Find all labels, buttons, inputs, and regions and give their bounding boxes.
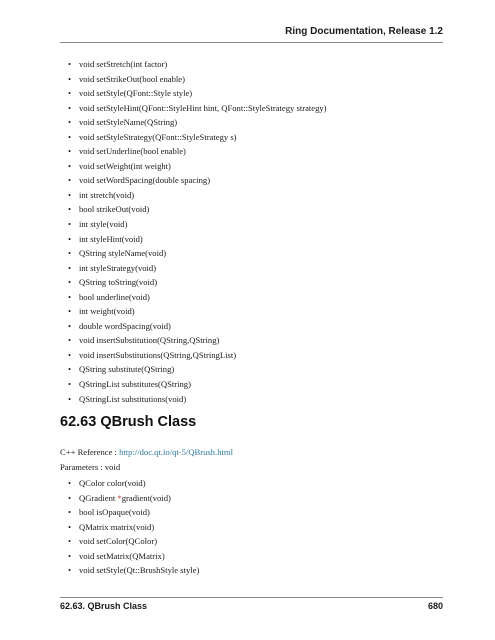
bullet-icon: • bbox=[68, 320, 72, 331]
header-rule bbox=[60, 42, 443, 43]
page-number: 680 bbox=[427, 601, 443, 611]
bullet-icon: • bbox=[68, 248, 72, 259]
bullet-icon: • bbox=[68, 507, 72, 518]
bullet-icon: • bbox=[68, 393, 72, 404]
bullet-icon: • bbox=[68, 364, 72, 375]
bullet-icon: • bbox=[68, 478, 72, 488]
section-heading: 62.63 QBrush Class bbox=[60, 414, 197, 430]
bullet-icon: • bbox=[68, 219, 72, 230]
bullet-icon: • bbox=[68, 146, 72, 157]
bullet-icon: • bbox=[68, 335, 72, 346]
bullet-icon: • bbox=[68, 277, 72, 288]
bullet-icon: • bbox=[68, 131, 72, 142]
page-header-title: Ring Documentation, Release 1.2 bbox=[285, 26, 443, 37]
bullet-icon: • bbox=[68, 233, 72, 244]
bullet-icon: • bbox=[68, 175, 72, 186]
reference-link[interactable]: http://doc.qt.io/qt-5/QBrush.html bbox=[119, 447, 233, 457]
bullet-icon: • bbox=[68, 565, 72, 576]
method-return-type: QGradient bbox=[79, 492, 118, 503]
bullet-icon: • bbox=[68, 291, 72, 302]
reference-label: C++ Reference : bbox=[60, 447, 120, 457]
method-name: gradient(void) bbox=[121, 492, 171, 503]
bullet-icon: • bbox=[68, 117, 72, 128]
cpp-reference-line bbox=[60, 447, 233, 457]
bullet-icon: • bbox=[68, 88, 72, 99]
parameters-line: Parameters : void bbox=[60, 462, 121, 472]
bullet-icon: • bbox=[68, 521, 72, 532]
pointer-star: * bbox=[117, 492, 122, 503]
bullet-icon: • bbox=[68, 379, 72, 390]
bullet-icon: • bbox=[68, 73, 72, 84]
bullet-icon: • bbox=[68, 262, 72, 273]
bullet-icon: • bbox=[68, 59, 72, 69]
bullet-icon: • bbox=[68, 349, 72, 360]
footer-section-title: 62.63. QBrush Class bbox=[60, 601, 148, 611]
bullet-icon: • bbox=[68, 204, 72, 215]
bullet-icon: • bbox=[68, 306, 72, 317]
bullet-icon: • bbox=[68, 536, 72, 547]
bullet-icon: • bbox=[68, 550, 72, 561]
bullet-icon: • bbox=[68, 102, 72, 113]
footer-rule bbox=[60, 597, 443, 598]
bullet-icon: • bbox=[68, 189, 72, 200]
bullet-icon: • bbox=[68, 160, 72, 171]
bullet-icon: • bbox=[68, 492, 72, 503]
